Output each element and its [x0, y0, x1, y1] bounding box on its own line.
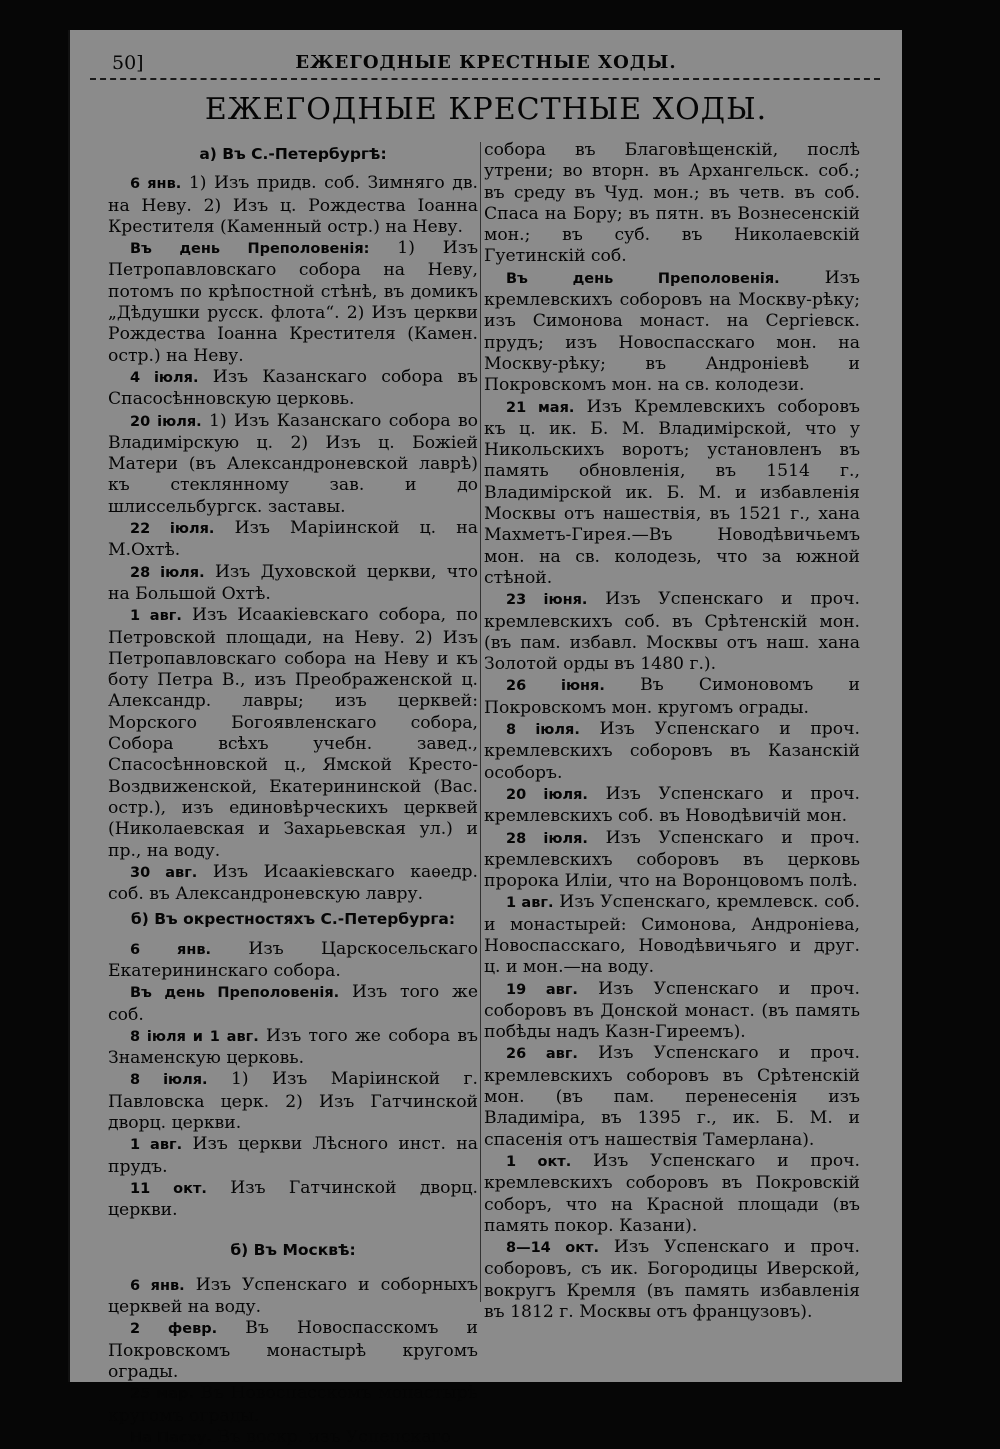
entry-text: Изъ Царскосельскаго Екатерининскаго собора. [108, 938, 478, 981]
procession-entry [484, 268, 860, 397]
entry-text: Изъ Успенскаго и проч. соборовъ, съ ик. Богородицы Иверской, вокругъ Кремля (въ память избавленія въ 1812 г. Москвы отъ французовъ). [484, 1237, 861, 1323]
entry-text: Изъ Успенскаго и проч. кремлевскихъ соборовъ въ церковь пророка Иліи, что на Воронцовомъ полѣ. [484, 827, 860, 892]
entry-date: 1 авг. [506, 895, 554, 912]
entry-text: Изъ Маріинской ц. на М.Охтѣ. [108, 518, 478, 561]
entry-date: 20 іюля. [130, 413, 202, 430]
entry-date: 25 мар. [130, 1386, 194, 1403]
entry-date: 20 іюля. [506, 786, 588, 803]
entry-date: 26 іюня. [506, 678, 605, 695]
procession-entry [108, 862, 478, 906]
procession-entry [484, 589, 860, 675]
page-title: ЕЖЕГОДНЫЕ КРЕСТНЫЕ ХОДЫ. [204, 92, 768, 127]
entry-text: Въ Новоспасскомъ и Покровскомъ монастырѣ кругомъ ограды. [108, 1318, 479, 1383]
procession-entry [108, 982, 478, 1026]
procession-entry [484, 979, 860, 1044]
entry-date: 22 іюля. [130, 521, 215, 538]
procession-entry [108, 1383, 478, 1427]
entry-text: Изъ Кремлевскихъ соборовъ къ ц. ик. Б. М. Владимірской, что у Никольскихъ воротъ; установленъ въ память обновленія, въ 1514 г., Владимірской ик. Б. М. и избавленія Москвы отъ нашествія, въ 1521 г., хана Махметъ-Гирея.—Въ Новодѣвичьемъ мон. на св. колодезь, что за южной стѣной. [484, 396, 860, 588]
procession-entry [108, 1178, 478, 1222]
procession-entry [108, 939, 478, 983]
procession-entry [484, 719, 860, 784]
procession-entry [108, 173, 478, 238]
entry-text: 1) Изъ Петропавловскаго собора на Неву, потомъ по крѣпостной стѣнѣ, въ домикъ „Дѣдушки русск. флота“. 2) Изъ церкви Рождества Іоанна Крестителя (Камен. остр.) на Неву. [108, 238, 478, 366]
document-page [70, 30, 902, 1447]
entry-date: 6 янв. [130, 941, 212, 958]
entry-text: Въ воскр. изъ Успенскаго [211, 1426, 451, 1447]
entry-text: Изъ Исаакіевскаго собора, по Петровской площади, на Неву. 2) Изъ Петропавловскаго собора на Неву и къ боту Петра В., изъ Преображенской ц. Александр. лавры; изъ церквей: Морского Богоявленскаго собора, Собора всѣхъ учебн. завед., Спасосѣнновской ц., Ямской Кресто-Воздвиженской, Екатерининской (Вас. остр.), изъ единовѣрческихъ церквей (Николаевская и Захарьевская ул.) и пр., на воду. [108, 605, 478, 861]
entry-date: На Пасху. [130, 1429, 212, 1446]
section-heading: а) Въ С.-Петербургѣ: [199, 145, 387, 163]
entry-text: Изъ кремлевскихъ соборовъ на Москву-рѣку; изъ Симонова монаст. на Сергіевск. прудъ; изъ Новоспасскаго мон. на Москву-рѣку; въ Андроніевѣ и Покровскомъ мон. на св. колодези. [484, 267, 860, 396]
procession-entry [108, 562, 478, 606]
entry-date: 8 іюля. [506, 722, 580, 739]
entry-date: 6 янв. [130, 1277, 185, 1294]
header-rule [90, 78, 880, 80]
entry-date: 8 іюля. [130, 1072, 208, 1089]
section-heading: б) Въ Москвѣ: [230, 1240, 356, 1259]
right-column [484, 140, 860, 1323]
procession-entry [484, 784, 860, 828]
entry-date: 28 іюля. [130, 564, 205, 581]
procession-entry [108, 1069, 478, 1134]
procession-entry [484, 1151, 860, 1237]
entry-date: 8—14 окт. [506, 1240, 599, 1257]
entry-date: 1 авг. [130, 608, 182, 625]
entry-date: Въ день Преполовенія: [130, 241, 370, 258]
entry-text: Изъ Успенскаго и проч. соборовъ въ Донской монаст. (въ память побѣды надъ Казн-Гиреемъ). [484, 978, 860, 1043]
entry-date: 26 авг. [506, 1046, 578, 1063]
entry-text: 1) Изъ придв. соб. Зимняго дв. на Неву. 2) Изъ ц. Рождества Іоанна Крестителя (Каменный остр.) на Неву. [108, 173, 478, 237]
entry-date: Въ день Преполовенія. [130, 985, 340, 1002]
procession-entry [484, 828, 860, 893]
procession-entry [484, 675, 860, 719]
entry-date: 19 авг. [506, 981, 578, 998]
entry-text: Изъ Успенскаго и проч. кремлевскихъ соборовъ въ Срѣтенскій мон. (въ пам. перенесенія изъ Владиміра, въ 1395 г., ик. Б. М. и спасенія отъ нашествія Тамерлана). [484, 1043, 860, 1150]
entry-text: Изъ Успенскаго и проч. кремлевскихъ соб. въ Новодѣвичій мон. [484, 783, 860, 827]
entry-text: Изъ Успенскаго и проч. кремлевскихъ соборовъ въ Покровскій соборъ, что на Красной площади (въ память покор. Казани). [484, 1150, 860, 1236]
procession-entry [484, 1237, 860, 1323]
procession-entry [108, 1134, 478, 1178]
entry-date: 6 янв. [130, 176, 182, 193]
entry-text: Изъ Успенскаго и проч. кремлевскихъ соборовъ въ Казанскій особоръ. [484, 719, 860, 783]
entry-text: Въ Новоспасскомъ монастырѣ кругомъ ограды. [108, 1383, 478, 1426]
entry-text: 1) Изъ Маріинской г. Павловска церк. 2) Изъ Гатчинской дворц. церкви. [108, 1069, 478, 1134]
entry-text: 1) Изъ Казанскаго собора во Владимірскую ц. 2) Изъ ц. Божіей Матери (въ Александроневской лаврѣ) къ стеклянному зав. и до шлиссельбургск. заставы. [108, 410, 479, 517]
procession-entry [108, 1427, 478, 1449]
procession-entry [108, 367, 478, 411]
page-header [70, 44, 902, 74]
entry-text: Изъ Успенскаго и проч. кремлевскихъ соб. въ Срѣтенскій мон. (въ пам. избавл. Москвы отъ наш. хана Золотой орды въ 1480 г.). [484, 589, 860, 675]
running-title: ЕЖЕГОДНЫЕ КРЕСТНЫЕ ХОДЫ. [295, 52, 677, 73]
entry-date: 1 окт. [506, 1153, 572, 1170]
procession-entry [108, 518, 478, 562]
entry-date: 30 авг. [130, 864, 198, 881]
procession-entry [108, 1318, 478, 1383]
column-divider [480, 142, 481, 1302]
entry-text: Изъ Казанскаго собора въ Спасосѣнновскую церковь. [108, 366, 478, 410]
procession-entry [484, 1043, 860, 1150]
entry-date: 2 февр. [130, 1321, 218, 1338]
entry-date: 21 мая. [506, 399, 575, 416]
left-column [108, 140, 478, 1449]
entry-text: Изъ Успенскаго и соборныхъ церквей на воду. [108, 1274, 479, 1318]
procession-entry [484, 397, 860, 590]
entry-date: Въ день Преполовенія. [506, 270, 780, 287]
entry-text: Въ Симоновомъ и Покровскомъ мон. кругомъ ограды. [484, 675, 860, 718]
entry-text: Изъ Исаакіевскаго каѳедр. соб. въ Александроневскую лавру. [108, 861, 478, 905]
page-number: 50] [112, 52, 144, 74]
entry-date: 4 іюля. [130, 369, 199, 386]
entry-date: 1 авг. [130, 1137, 183, 1154]
entry-text: Изъ Гатчинской дворц. церкви. [108, 1177, 478, 1221]
procession-entry [484, 140, 860, 268]
procession-entry [108, 1275, 478, 1319]
entry-date: 28 іюля. [506, 830, 588, 847]
entry-date: 23 іюня. [506, 592, 588, 609]
entry-text: Изъ того же соб. [108, 982, 478, 1025]
entry-text: Изъ того же собора въ Знаменскую церковь. [108, 1025, 478, 1069]
procession-entry [108, 1026, 478, 1070]
entry-text: Изъ Успенскаго, кремлевск. соб. и монастырей: Симонова, Андроніева, Новоспасскаго, Новодѣвичьяго и друг. ц. и мон.—на воду. [484, 892, 860, 978]
entry-date: 11 окт. [130, 1180, 207, 1197]
procession-entry [484, 892, 860, 978]
entry-text: собора въ Благовѣщенскій, послѣ утрени; во вторн. въ Архангельск. соб.; въ среду въ Чуд. мон.; въ четв. въ соб. Спаса на Бору; въ пятн. въ Вознесенскій мон.; въ суб. въ Николаевскій Гуетинскій соб. [484, 140, 860, 267]
procession-entry [108, 605, 478, 862]
entry-text: Изъ Духовской церкви, что на Большой Охтѣ. [108, 561, 478, 604]
procession-entry [108, 238, 478, 367]
section-heading: б) Въ окрестностяхъ С.-Петербурга: [130, 910, 456, 929]
entry-date: 8 іюля и 1 авг. [130, 1028, 259, 1045]
entry-text: Изъ церкви Лѣсного инст. на прудъ. [108, 1134, 479, 1177]
procession-entry [108, 411, 478, 518]
